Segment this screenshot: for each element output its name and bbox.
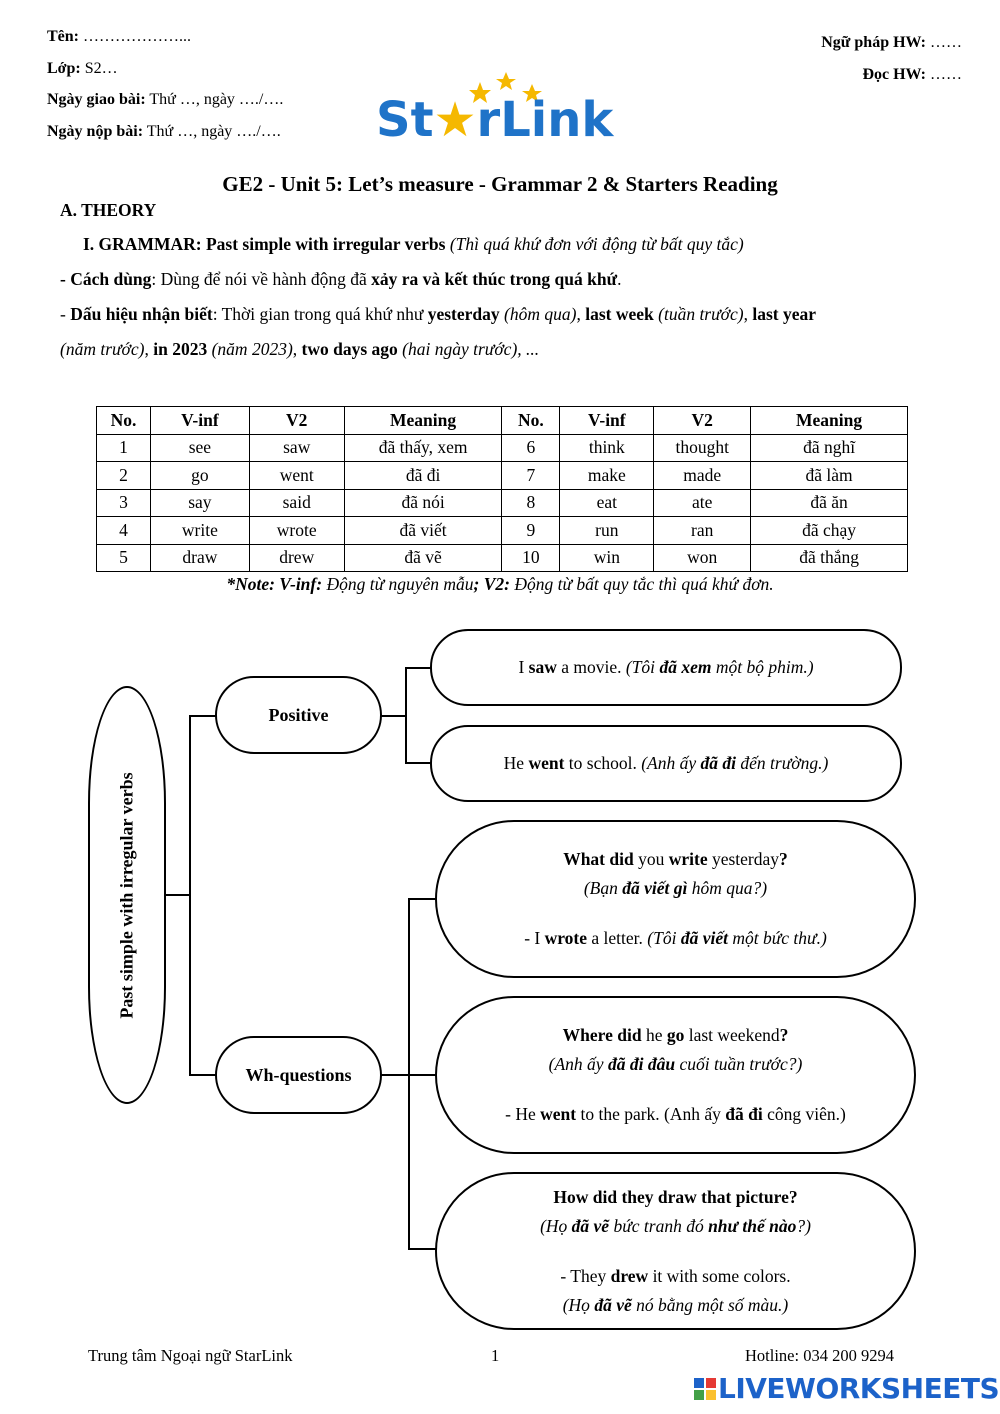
table-cell: make <box>560 462 654 490</box>
example-text: He went to school. (Anh ấy đã đi đến trường.) <box>503 753 829 773</box>
reading-hw-line: Đọc HW: …… <box>862 66 962 83</box>
connector-line <box>189 715 191 1076</box>
table-cell: ran <box>654 517 751 545</box>
table-cell: 3 <box>97 489 151 517</box>
table-cell: draw <box>150 544 249 572</box>
table-cell: 7 <box>502 462 560 490</box>
table-cell: đã đi <box>344 462 502 490</box>
root-label: Past simple with irregular verbs <box>116 771 137 1019</box>
table-cell: went <box>249 462 344 490</box>
table-cell: 5 <box>97 544 151 572</box>
header-v2: V2 <box>249 407 344 435</box>
submit-date-line: Ngày nộp bài: Thứ …, ngày …./…. <box>47 123 281 140</box>
liveworksheets-logo-icon <box>694 1378 716 1400</box>
positive-example-1 <box>430 629 902 706</box>
table-cell: run <box>560 517 654 545</box>
table-row <box>97 517 908 545</box>
table-cell: đã làm <box>751 462 908 490</box>
table-cell: đã ăn <box>751 489 908 517</box>
example-text: Where did he go last weekend? (Anh ấy đã đi đâu cuối tuần trước?) - He went to the park. (Anh ấy đã đi công viên.) <box>505 1025 846 1124</box>
example-text: What did you write yesterday? (Bạn đã viết gì hôm qua?) - I wrote a letter. (Tôi đã viết một bức thư.) <box>524 849 827 948</box>
connector-line <box>405 762 432 764</box>
table-cell: win <box>560 544 654 572</box>
header-vinf: V-inf <box>560 407 654 435</box>
connector-line <box>189 715 217 717</box>
starlink-logo <box>376 70 626 150</box>
table-cell: eat <box>560 489 654 517</box>
table-cell: said <box>249 489 344 517</box>
table-cell: đã thắng <box>751 544 908 572</box>
connector-line <box>408 1074 437 1076</box>
table-row <box>97 462 908 490</box>
table-cell: wrote <box>249 517 344 545</box>
header-no: No. <box>502 407 560 435</box>
name-line: Tên: ………………... <box>47 28 191 45</box>
table-row <box>97 489 908 517</box>
liveworksheets-watermark: LIVEWORKSHEETS <box>694 1372 999 1405</box>
wh-questions-label: Wh-questions <box>245 1064 352 1085</box>
table-header-row <box>97 407 908 435</box>
wh-example-where <box>435 996 916 1154</box>
wh-example-how <box>435 1172 916 1330</box>
connector-line <box>380 715 406 717</box>
example-text: How did they draw that picture? (Họ đã vẽ bức tranh đó như thế nào?) - They drew it with some colors. (Họ đã vẽ nó bằng một số màu.) <box>540 1186 811 1315</box>
table-cell: 10 <box>502 544 560 572</box>
assign-date-line: Ngày giao bài: Thứ …, ngày …./…. <box>47 91 284 108</box>
table-cell: think <box>560 434 654 462</box>
table-row <box>97 544 908 572</box>
footer-center-name: Trung tâm Ngoại ngữ StarLink <box>88 1346 293 1365</box>
table-cell: đã thấy, xem <box>344 434 502 462</box>
grammar-hw-line: Ngữ pháp HW: …… <box>821 34 962 51</box>
table-cell: see <box>150 434 249 462</box>
connector-line <box>405 667 432 669</box>
positive-example-2 <box>430 725 902 802</box>
table-row <box>97 434 908 462</box>
example-text: I saw a movie. (Tôi đã xem một bộ phim.) <box>518 657 814 677</box>
positive-label: Positive <box>268 704 329 725</box>
header-vinf: V-inf <box>150 407 249 435</box>
table-cell: saw <box>249 434 344 462</box>
header-meaning: Meaning <box>751 407 908 435</box>
connector-line <box>408 898 437 900</box>
table-cell: 4 <box>97 517 151 545</box>
logo-text: St★rLink <box>376 92 614 148</box>
table-cell: made <box>654 462 751 490</box>
connector-line <box>164 894 190 896</box>
table-cell: 2 <box>97 462 151 490</box>
class-line: Lớp: S2… <box>47 60 118 77</box>
table-cell: drew <box>249 544 344 572</box>
signs-line-1: - Dấu hiệu nhận biết: Thời gian trong quá khứ như yesterday (hôm qua), last week (tuần trước), last year <box>60 304 817 324</box>
table-cell: đã vẽ <box>344 544 502 572</box>
table-cell: thought <box>654 434 751 462</box>
table-cell: đã chạy <box>751 517 908 545</box>
positive-node <box>215 676 382 754</box>
page-number: 1 <box>491 1346 500 1365</box>
connector-line <box>380 1074 410 1076</box>
table-cell: ate <box>654 489 751 517</box>
connector-line <box>189 1074 217 1076</box>
connector-line <box>405 667 407 764</box>
table-cell: won <box>654 544 751 572</box>
signs-line-2: (năm trước), in 2023 (năm 2023), two days ago (hai ngày trước), ... <box>60 339 540 359</box>
table-cell: write <box>150 517 249 545</box>
page-title: GE2 - Unit 5: Let’s measure - Grammar 2 & Starters Reading <box>222 172 778 196</box>
header-v2: V2 <box>654 407 751 435</box>
table-cell: đã viết <box>344 517 502 545</box>
wh-questions-node <box>215 1036 382 1114</box>
table-cell: 1 <box>97 434 151 462</box>
section-theory: A. THEORY <box>60 200 157 220</box>
wh-example-what <box>435 820 916 978</box>
table-cell: 9 <box>502 517 560 545</box>
table-note: *Note: V-inf: Động từ nguyên mẫu; V2: Động từ bất quy tắc thì quá khứ đơn. <box>226 574 774 594</box>
header-meaning: Meaning <box>344 407 502 435</box>
table-cell: 6 <box>502 434 560 462</box>
table-cell: go <box>150 462 249 490</box>
table-cell: đã nghĩ <box>751 434 908 462</box>
irregular-verbs-table <box>96 406 908 572</box>
table-cell: say <box>150 489 249 517</box>
connector-line <box>408 1248 437 1250</box>
table-cell: đã nói <box>344 489 502 517</box>
root-node <box>88 686 166 1104</box>
table-cell: 8 <box>502 489 560 517</box>
usage-line: - Cách dùng: Dùng để nói về hành động đã xảy ra và kết thúc trong quá khứ. <box>60 269 622 289</box>
header-no: No. <box>97 407 151 435</box>
grammar-heading: I. GRAMMAR: Past simple with irregular verbs (Thì quá khứ đơn với động từ bất quy tắc) <box>83 234 744 254</box>
footer-hotline: Hotline: 034 200 9294 <box>745 1346 894 1365</box>
